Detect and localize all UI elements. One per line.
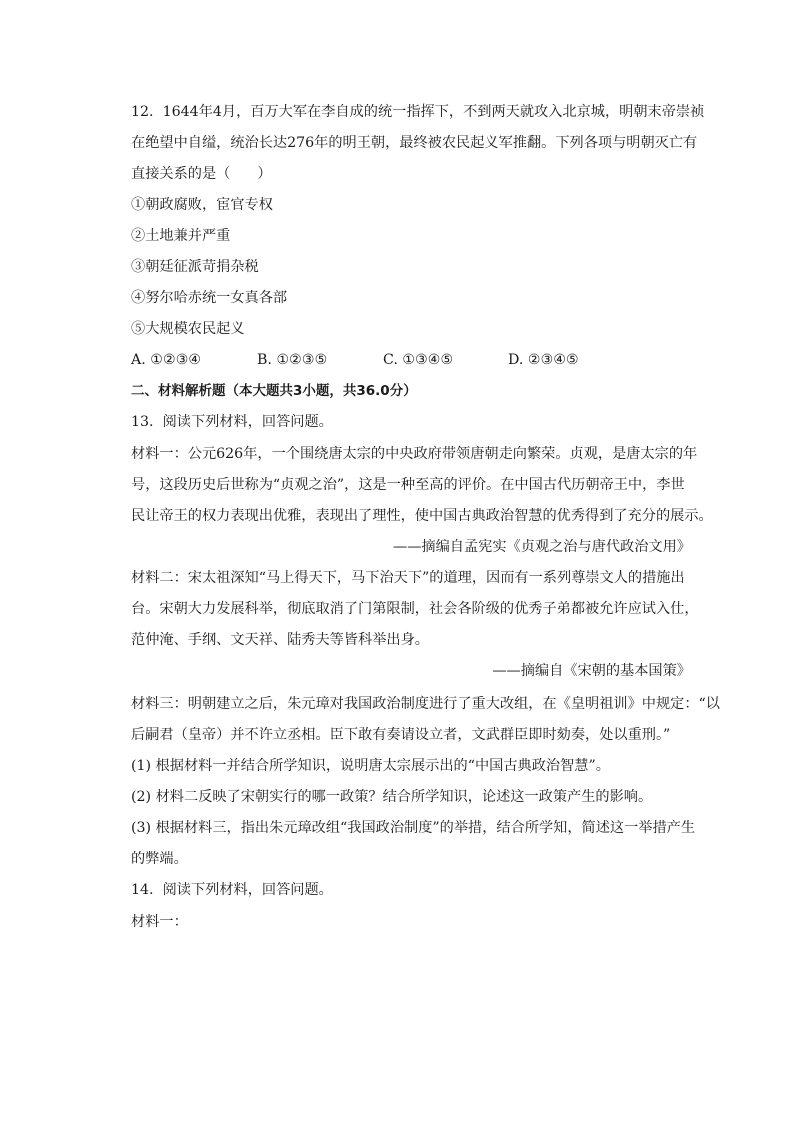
q12-stem-line-2: 在绝望中自缢，统治长达276年的明王朝，最终被农民起义军推翻。下列各项与明朝灭亡有: [131, 135, 698, 151]
q12-option-b[interactable]: B. ①②③⑤: [257, 352, 328, 368]
q13-material-1-line-3: 民让帝王的权力表现出优雅，表现出了理性，使中国古典政治智慧的优秀得到了充分的展示。: [131, 508, 713, 524]
q13-question-3-line-1: (3) 根据材料三，指出朱元璋改组“我国政治制度”的举措，结合所学知，简述这一举措产生: [131, 820, 696, 836]
q13-question-3-line-2: 的弊端。: [131, 851, 188, 867]
q13-material-3-line-2: 后嗣君（皇帝）并不许立丞相。臣下敢有奏请设立者，文武群臣即时劾奏，处以重刑。”: [131, 727, 671, 743]
q12-stem-line-3: 直接关系的是（ ）: [131, 166, 272, 182]
q13-material-2-line-1: 材料二：宋太祖深知“马上得天下，马下治天下”的道理，因而有一系列尊崇文人的措施出: [131, 570, 685, 586]
q12-item-4: ④努尔哈赤统一女真各部: [131, 290, 288, 306]
q13-intro: 13. 阅读下列材料，回答问题。: [131, 414, 333, 430]
q13-material-2-source: ——摘编自《宋朝的基本国策》: [492, 663, 691, 679]
section-heading: 二、材料解析题（本大题共3小题，共36.0分）: [131, 383, 417, 399]
q12-option-a[interactable]: A. ①②③④: [131, 352, 202, 368]
q13-material-1-source: ——摘编自孟宪实《贞观之治与唐代政治文用》: [393, 539, 691, 555]
q14-intro: 14. 阅读下列材料，回答问题。: [131, 882, 333, 898]
q12-option-d[interactable]: D. ②③④⑤: [508, 352, 579, 368]
q12-item-1: ①朝政腐败，宦官专权: [131, 197, 273, 213]
q13-material-2-line-3: 范仲淹、手纲、文天祥、陆秀夫等皆科举出身。: [131, 632, 429, 648]
q12-stem-line-1: 12. 1644年4月，百万大军在李自成的统一指挥下，不到两天就攻入北京城，明朝末帝崇祯: [131, 104, 705, 120]
q12-item-2: ②土地兼并严重: [131, 228, 231, 244]
q13-material-3-line-1: 材料三：明朝建立之后，朱元璋对我国政治制度进行了重大改组，在《皇明祖训》中规定：“以: [131, 696, 720, 712]
q12-item-5: ⑤大规模农民起义: [131, 321, 245, 337]
q14-material-1-label: 材料一：: [131, 914, 188, 930]
q13-material-2-line-2: 台。宋朝大力发展科举，彻底取消了门第限制，社会各阶级的优秀子弟都被允许应试入仕，: [131, 601, 699, 617]
q13-question-1: (1) 根据材料一并结合所学知识，说明唐太宗展示出的“中国古典政治智慧”。: [131, 758, 610, 774]
q12-item-3: ③朝廷征派苛捐杂税: [131, 259, 259, 275]
q13-material-1-line-1: 材料一：公元626年，一个围绕唐太宗的中央政府带领唐朝走向繁荣。贞观，是唐太宗的年: [131, 446, 698, 462]
q13-material-1-line-2: 号，这段历史后世称为“贞观之治”，这是一种至高的评价。在中国古代历朝帝王中，李世: [131, 477, 685, 493]
q12-option-c[interactable]: C. ①③④⑤: [383, 352, 454, 368]
q13-question-2: (2) 材料二反映了宋朝实行的哪一政策？结合所学知识，论述这一政策产生的影响。: [131, 789, 653, 805]
